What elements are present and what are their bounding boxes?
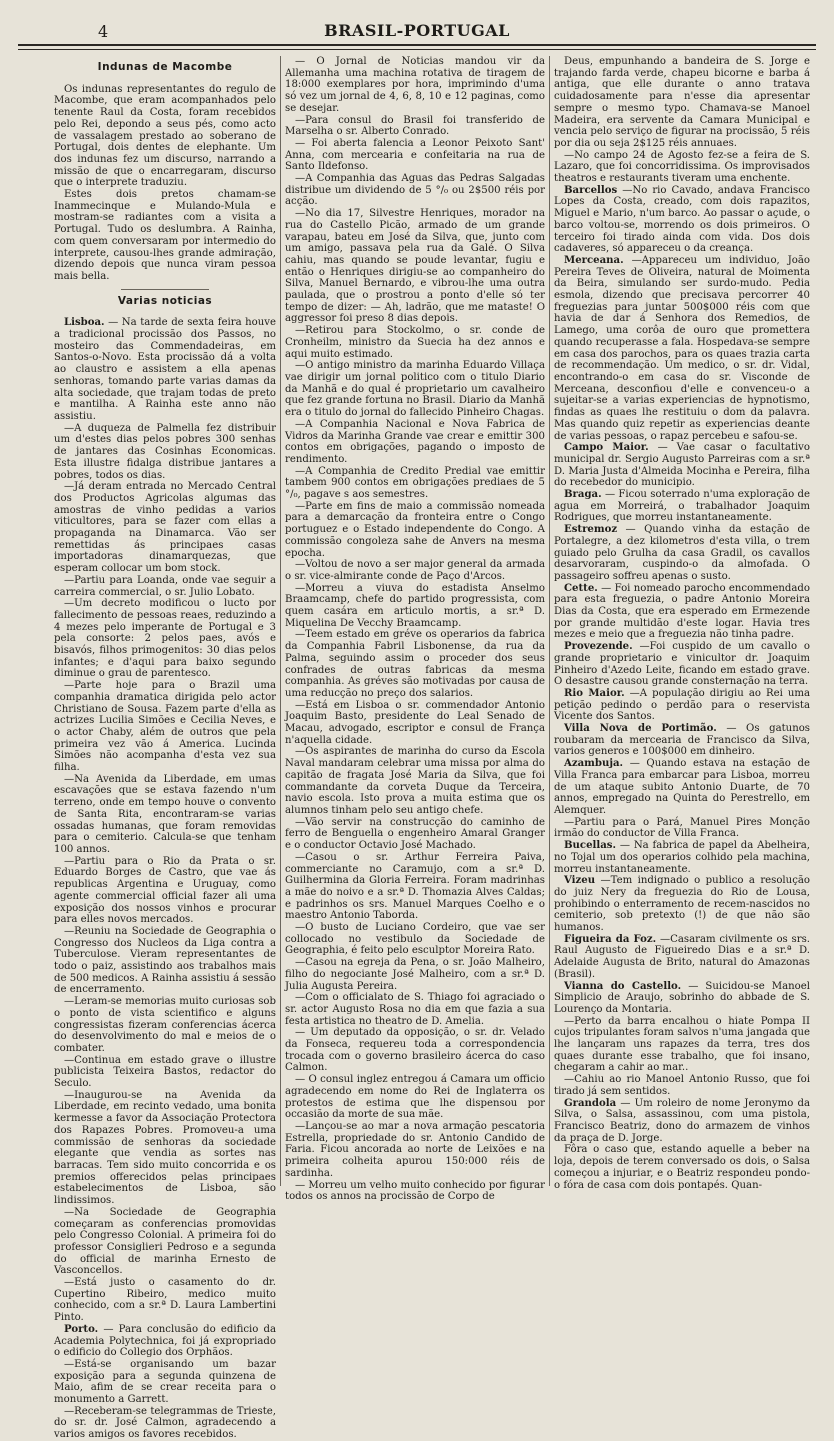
news-text: — Quando vinha da estação de Portalegre, a dez kilometros d'esta villa, o trem guiado pelo Grulha da casa Gradil, os cavallos desarvoraram, cuspindo-o da almofada. O passageiro soffreu apenas o susto. [554, 524, 810, 582]
news-item [554, 934, 810, 981]
news-paragraph: —Voltou de novo a ser major general da armada o sr. vice-almirante conde de Paço d'Arcos. [285, 559, 545, 582]
news-paragraph: —Vão servir na construcção do caminho de ferro de Benguella o engenheiro Amaral Granger e o conductor Octavio José Machado. [285, 816, 545, 852]
news-item [554, 817, 810, 840]
news-paragraph: —Casou na egreja da Pena, o sr. João Malheiro, filho do negociante José Malheiro, com a sr.ª D. Julia Augusta Pereira. [285, 957, 545, 992]
news-place: Barcellos [564, 183, 618, 196]
news-text: — Foi nomeado parocho encommendado para esta freguezia, o padre Antonio Moreira Dias da Costa, que era esperado em Ermezende por grande multidão d'este logar. Havia tres mezes e meio que a freguezia não tinha padre. [554, 582, 811, 641]
news-place: Grandola [564, 1096, 617, 1109]
news-item [54, 1055, 276, 1090]
news-paragraph: —A Companhia de Credito Predial vae emittir tambem 900 contos em obrigações prediaes de 5 °/₀, pagave s aos semestres. [285, 465, 545, 501]
news-text: —A duqueza de Palmella fez distribuir um d'estes dias pelos pobres 300 senhas de jantares das Cosinhas Economicas. Esta illustre fidalga distribue jantares a pobres, todos os dias. [54, 422, 276, 481]
news-item [554, 1016, 810, 1075]
news-paragraph: Estes dois pretos chamam-se Inammecinque e Mulando-Mula e mostram-se radiantes com a visita a Portugal. Tudo os deslumbra. A Rainha, com quem conversaram por intermedio do interprete, causou-lhes grande admiração, dizendo depois que nunca viram pessoa mais bella. [54, 189, 276, 282]
news-text: —Um decreto modificou o lucto por fallecimento de pessoas reaes, reduzindo a 4 mezes pelo imperante de Portugal e 3 pela consorte: 2 pelos paes, avós e bisavós, filhos primogenitos: 30 dias pelos infantes; e d'aqui para baixo segundo diminue o grau de parentesco. [54, 598, 276, 680]
masthead-title: BRASIL-PORTUGAL [324, 21, 510, 40]
news-item [554, 185, 810, 255]
news-item [554, 583, 810, 642]
news-place: Azambuja. [564, 757, 624, 770]
news-text: — Ficou soterrado n'uma exploração de agua em Morreirá, o trabalhador Joaquim Rodrigues, que morreu instantaneamente. [554, 489, 811, 524]
news-item [54, 598, 276, 680]
news-place: Merceana. [564, 253, 624, 266]
news-text: — Para conclusão do edificio da Academia Polytechnica, foi já expropriado o edificio do Collegio dos Orphãos. [54, 1323, 277, 1359]
news-item [54, 1207, 276, 1277]
news-text: —Está-se organisando um bazar exposição para a segunda quinzena de Maio, afim de se crear receita para o monumento a Garrett. [54, 1358, 276, 1406]
news-place: Porto. [64, 1322, 99, 1335]
news-text: —A população dirigiu ao Rei uma petição pedindo o perdão para o reservista Vicente dos Santos. [554, 687, 810, 723]
news-item [554, 1144, 810, 1191]
section-title-varias: Varias noticias [117, 294, 213, 307]
news-list [554, 56, 810, 1191]
news-text: — Quando estava na estação de Villa Franca para embarcar para Lisboa, morreu de um ataque subito Antonio Duarte, de 70 annos, empregado na Quinta do Perestrello, em Alemquer. [554, 758, 810, 816]
news-text: —No campo 24 de Agosto fez-se a feira de S. Lazaro, que foi concorridissima. Os improvisados theatros e restaurants tiveram uma enchente. [554, 149, 810, 185]
news-text: — Vae casar o facultativo municipal dr. Sergio Augusto Parreiras com a sr.ª D. Maria Justa d'Almeida Mocinha e Pereira, filha do recebedor do municipio. [554, 442, 811, 489]
news-text: —Inaugurou-se na Avenida da Liberdade, em recinto vedado, uma bonita kermesse a favor da Associação Protectora dos Rapazes Pobres. Promoveu-a uma commissão de senhoras da sociedade elegante que vendia as sortes nas barracas. Tem sido muito concorrida e os premios offerecidos pelas principaes estabelecimentos de Lisboa, são lindissimos. [54, 1089, 276, 1207]
news-item [54, 1324, 276, 1359]
news-item [554, 981, 810, 1016]
news-text: —Parte hoje para o Brazil uma companhia dramatica dirigida pelo actor Christiano de Sousa. Fazem parte d'ella as actrizes Lucilia Simões e Cecilia Neves, e o actor Chaby, além de outros que pela primeira vez vão á America. Lucinda Simões não acompanha d'esta vez sua filha. [54, 680, 276, 774]
news-item [554, 1074, 810, 1097]
news-paragraph: Os indunas representantes do regulo de Macombe, que eram acompanhados pelo tenente Raul da Costa, foram recebidos pelo Rei, depondo a seus pés, como acto de vassalagem prestado ao soberano de Portugal, dois dentes de elephante. Um dos indunas fez um discurso, narrando a missão de que o encarregaram, discurso que o interprete traduziu. [54, 83, 276, 189]
news-place: Campo Maior. [564, 441, 649, 454]
news-item [554, 1098, 810, 1145]
news-text: —Já deram entrada no Mercado Central dos Productos Agricolas algumas das amostras de vinho pedidas a varios viticultores, para se fazer com ellas a propaganda na Dinamarca. Vão ser remettidas ás principaes casas importadoras dinamarquezas, que esperam collocar um bom stock. [54, 481, 276, 575]
news-paragraph: —Casou o sr. Arthur Ferreira Paiva, commerciante no Caramujo, com a sr.ª D. Guilhermina da Gloria Ferreira. Foram madrinhas a mãe do noivo e a sr.ª D. Thomazia Alves Caldas; e padrinhos os srs. Manuel Marques Coelho e o maestro Antonio Taborda. [285, 851, 545, 922]
news-item [554, 840, 810, 875]
news-paragraph: — O consul inglez entregou á Camara um officio agradecendo em nome do Rei de Inglaterra os protestos de estima que lhe dispensou por occasião da morte de sua mãe. [285, 1074, 545, 1121]
news-text: — Os gatunos roubaram da mercearia de Francisco da Silva, varios generos e 100$000 em dinheiro. [554, 723, 811, 758]
news-item [54, 1277, 276, 1324]
news-text: —Está justo o casamento do dr. Cupertino Ribeiro, medico muito conhecido, com a sr.ª D. Laura Lambertini Pinto. [54, 1277, 276, 1324]
news-paragraph: —A Companhia das Aguas das Pedras Salgadas distribue um dividendo de 5 °/₀ ou 2$500 réis por acção. [285, 173, 545, 208]
news-item [554, 524, 810, 583]
news-item [54, 926, 276, 996]
news-item [554, 255, 810, 442]
news-item [54, 575, 276, 598]
news-item [54, 856, 276, 926]
news-item [54, 1359, 276, 1406]
news-item [54, 1090, 276, 1207]
news-paragraph: —Retirou para Stockolmo, o sr. conde de Cronheilm, ministro da Suecia ha dez annos e aqui muito estimado. [285, 325, 545, 360]
news-text: —Cahiu ao rio Manoel Antonio Russo, que foi tirado já sem sentidos. [554, 1074, 810, 1097]
news-paragraph: — Morreu um velho muito conhecido por figurar todos os annos na procissão de Corpo de [285, 1179, 545, 1203]
news-place: Vianna do Castello. [564, 979, 682, 992]
columns [18, 56, 816, 1441]
news-paragraph: —No dia 17, Silvestre Henriques, morador na rua do Castello Picão, armado de um grande varapau, bateu em José da Silva, que, junto com um amigo, passava pela rua da Galé. O Silva cahiu, mas quando se poude levantar, fugiu e então o Henriques dirigiu-se ao companheiro do Silva, Manuel Bernardo, e vibrou-lhe uma outra paulada, que o prostrou a ponto d'elle só ter tempo de dizer: — Ah, ladrão, que me mataste! O aggressor foi preso 8 dias depois. [285, 208, 545, 325]
news-item [554, 489, 810, 524]
news-text: — Um roleiro de nome Jeronymo da Silva, o Salsa, assassinou, com uma pistola, Francisco Beatriz, dono do armazem de vinhos da praça de D. Jorge. [554, 1097, 811, 1144]
news-paragraph: —Parte em fins de maio a commissão nomeada para a demarcação da fronteira entre o Congo portuguez e o Estado independente do Congo. A commissão congoleza sahe de Anvers na mesma epocha. [285, 500, 545, 559]
news-text: —Continua em estado grave o illustre publicista Teixeira Bastos, redactor do Seculo. [54, 1054, 276, 1090]
news-text: —Tem indignado o publico a resolução do juiz Nery da freguezia do Rio de Lousa, prohibindo o enterramento de recem-nascidos no cemiterio, sob pretexto (!) de que não são humanos. [554, 875, 810, 934]
news-text: —Leram-se memorias muito curiosas sob o ponto de vista scientifico e alguns congressistas fizeram conferencias ácerca do desenvolvimento do mal e meios de o combater. [54, 996, 276, 1054]
news-paragraph: —Teem estado em gréve os operarios da fabrica da Companhia Fabril Lisbonense, da rua da Palma, seguindo assim o proceder dos seus confrades de outras fabricas da mesma companhia. As gréves são motivadas por causa de uma reducção no preço dos salarios. [285, 629, 545, 699]
news-item [54, 481, 276, 575]
news-item [54, 1406, 276, 1441]
page-number: 4 [98, 22, 109, 41]
news-item [554, 641, 810, 688]
news-item [554, 758, 810, 817]
news-text: — Na tarde de sexta feira houve a tradicional procissão dos Passos, no mosteiro das Commendadeiras, em Santos-o-Novo. Esta procissão dá a volta ao claustro e assistem a ella apenas senhoras, tomando parte varias damas da alta sociedade, que trajam todas de preto e mantilha. A Rainha este anno não assistiu. [54, 317, 276, 422]
section-title-indunas: Indunas de Macombe [97, 61, 233, 73]
indunas-article [54, 84, 276, 283]
news-text: —Na Avenida da Liberdade, em umas escavações que se estava fazendo n'um terreno, onde em tempo houve o convento de Santa Rita, encontraram-se varias ossadas humanas, que foram removidas para o cemiterio. Calcula-se que tenham 100 annos. [54, 773, 276, 855]
column-1 [18, 56, 281, 1441]
news-place: Lisboa. [64, 316, 105, 329]
news-text: —Perto da barra encalhou o hiate Pompa II cujos tripulantes foram salvos n'uma jangada que lhe lançaram uns rapazes da terra, tres dos quaes durante esse trabalho, que foi insano, chegaram a cahir ao mar.. [554, 1015, 810, 1074]
news-item [54, 680, 276, 774]
news-text: —Foi cuspido de um cavallo o grande proprietario e vinicultor dr. Joaquim Pinheiro d'Azedo Leite, ficando em estado grave. O desastre causou grande consternação na terra. [554, 641, 811, 688]
news-paragraph: —Morreu a viuva do estadista Anselmo Braamcamp, chefe do partido progressista, com quem casára em articulo mortis, a sr.ª D. Miquelina De Vecchy Braamcamp. [285, 582, 545, 629]
news-text: —No rio Cavado, andava Francisco Lopes da Costa, creado, com dois rapazitos, Miguel e Mario, n'um barco. Ao passar o açude, o barco voltou-se, morrendo os dois primeiros. O terceiro foi tirado ainda com vida. Dos dois cadaveres, só appareceu o da creança. [554, 184, 810, 255]
divider [121, 289, 210, 290]
news-text: Deus, empunhando a bandeira de S. Jorge e trajando farda verde, chapeu bicorne e barba á antiga, que elle durante o anno tratava cuidadosamente para n'esse dia apresentar sempre o mesmo typo. Chamava-se Manoel Madeira, era servente da Camara Municipal e vencia pelo serviço de figurar na procissão, 5 réis por dia ou seja 2$125 réis annuaes. [554, 56, 810, 149]
news-text: —Receberam-se telegrammas de Trieste, do sr. dr. José Calmon, agradecendo a varios amigos os favores recebidos. [54, 1405, 276, 1441]
page-header [18, 18, 816, 46]
news-list [54, 317, 276, 1441]
news-item [554, 723, 810, 758]
news-paragraph: — Um deputado da opposição, o sr. dr. Velado da Fonseca, requereu toda a correspondencia trocada com o governo brasileiro ácerca do caso Calmon. [285, 1027, 545, 1074]
news-text: —Partiu para o Pará, Manuel Pires Monção irmão do conductor de Villa Franca. [554, 816, 810, 840]
news-paragraph: —Com o officialato de S. Thiago foi agraciado o sr. actor Augusto Rosa no dia em que fazia a sua festa artistica no theatro de D. Amelia. [285, 992, 545, 1027]
news-place: Provezende. [564, 640, 633, 653]
news-paragraph: —Para consul do Brasil foi transferido de Marselha o sr. Alberto Conrado. [285, 114, 545, 138]
news-item [554, 150, 810, 185]
news-text: —Reuniu na Sociedade de Geographia o Congresso dos Nucleos da Liga contra a Tuberculose. Vieram representantes de todo o paiz, assistindo aos trabalhos mais de 500 medicos. A Rainha assistiu á sessão de encerramento. [54, 925, 276, 996]
news-item [554, 688, 810, 723]
news-item [554, 442, 810, 489]
news-place: Figueira da Foz. [564, 932, 657, 945]
news-place: Cette. [564, 581, 598, 594]
news-text: —Casaram civilmente os srs. Raul Augusto de Figueiredo Dias e a sr.ª D. Adelaide Augusta de Brito, natural do Amazonas (Brasil). [554, 933, 810, 980]
news-text: —Partiu para Loanda, onde vae seguir a carreira commercial, o sr. Julio Lobato. [54, 574, 276, 598]
news-paragraph: —Está em Lisboa o sr. commendador Antonio Joaquim Basto, presidente do Leal Senado de Macau, advogado, escriptor e consul de França n'aquella cidade. [285, 699, 545, 746]
news-item [554, 875, 810, 934]
news-paragraph: —O antigo ministro da marinha Eduardo Villaça vae dirigir um jornal politico com o titulo Diario da Manhã e do qual é proprietario um cavalheiro que fez grande fortuna no Brasil. Diario da Manhã era o titulo do jornal do fallecido Pinheiro Chagas. [285, 360, 545, 419]
news-place: Rio Maior. [564, 686, 625, 699]
news-text: — Suicidou-se Manoel Simplicio de Araujo, sobrinho do abbade de S. Lourenço da Montaria. [554, 980, 811, 1015]
news-paragraph: —Os aspirantes de marinha do curso da Escola Naval mandaram celebrar uma missa por alma do capitão de fragata José Maria da Silva, que foi commandante da corveta Duque da Terceira, navio escola. Isto prova a muita estima que os alumnos tinham pelo seu antigo chefe. [285, 746, 545, 816]
header-rule [18, 49, 816, 50]
news-paragraph: — O Jornal de Noticias mandou vir da Allemanha uma machina rotativa de tiragem de 18:000 exemplares por hora, imprimindo d'uma só vez um jornal de 4, 6, 8, 10 e 12 paginas, como se desejar. [285, 56, 545, 114]
news-paragraph: — Foi aberta falencia a Leonor Peixoto Sant' Anna, com mercearia e confeitaria na rua de Santo Ildefonso. [285, 137, 545, 173]
news-paragraph: —Lançou-se ao mar a nova armação pescatoria Estrella, propriedade do sr. Antonio Candido de Faria. Ficou ancorada ao norte de Leixões e na primeira colheita apurou 150:000 réis de sardinha. [285, 1120, 545, 1179]
news-list [285, 56, 545, 1203]
news-paragraph: —O busto de Luciano Cordeiro, que vae ser collocado no vestibulo da Sociedade de Geographia, é feito pelo esculptor Moreira Rato. [285, 922, 545, 957]
news-item [54, 423, 276, 482]
news-item [54, 317, 276, 422]
news-text: — Na fabrica de papel da Abelheira, no Tojal um dos operarios colhido pela machina, morreu instantaneamente. [554, 840, 811, 875]
news-item [554, 56, 810, 150]
column-3 [550, 56, 814, 1191]
news-place: Vizeu [564, 874, 596, 887]
news-place: Estremoz [564, 523, 618, 536]
news-place: Bucellas. [564, 839, 617, 852]
news-place: Braga. [564, 488, 602, 501]
news-text: —Na Sociedade de Geographia começaram as conferencias promovidas pelo Congresso Colonial. A primeira foi do professor Consiglieri Pedroso e a segunda do official de marinha Ernesto de Vasconcellos. [54, 1206, 276, 1277]
news-text: —Partiu para o Rio da Prata o sr. Eduardo Borges de Castro, que vae ás republicas Argentina e Uruguay, como agente commercial official fazer ali uma exposição dos nossos vinhos e procurar para elles novos mercados. [54, 855, 276, 926]
column-2 [281, 56, 550, 1203]
news-item [54, 996, 276, 1055]
news-place: Villa Nova de Portimão. [564, 722, 717, 735]
news-text: Fôra o caso que, estando aquelle a beber na loja, depois de terem conversado os dois, o Salsa começou a injuriar, e o Beatriz respondeu pondo-o fóra de casa com dois pontapés. Quan- [554, 1144, 810, 1191]
news-item [54, 774, 276, 856]
news-paragraph: —A Companhia Nacional e Nova Fabrica de Vidros da Marinha Grande vae crear e emittir 300 contos em obrigações, pagando o imposto de rendimento. [285, 418, 545, 465]
news-text: —Appareceu um individuo, João Pereira Teves de Oliveira, natural de Moimenta da Beira, simulando ser surdo-mudo. Pedia esmola, dizendo que precisava percorrer 40 freguezias para juntar 500$000 réis com que havia de dar á Senhora dos Remedios, de Lamego, uma corôa de ouro que promettera quando recuperasse a fala. Hospedava-se sempre em casa dos parochos, para os quaes trazia carta de recommendação. Um medico, o sr. dr. Vidal, encontrando-o em casa do sr. Visconde de Merceana, desconfiou d'elle e convenceu-o a sujeitar-se a varias experiencias de hypnotismo, findas as quaes lhe restituiu o dom da palavra. Mas quando quiz repetir as experiencias deante de varias pessoas, o rapaz percebeu e safou-se. [554, 254, 810, 442]
